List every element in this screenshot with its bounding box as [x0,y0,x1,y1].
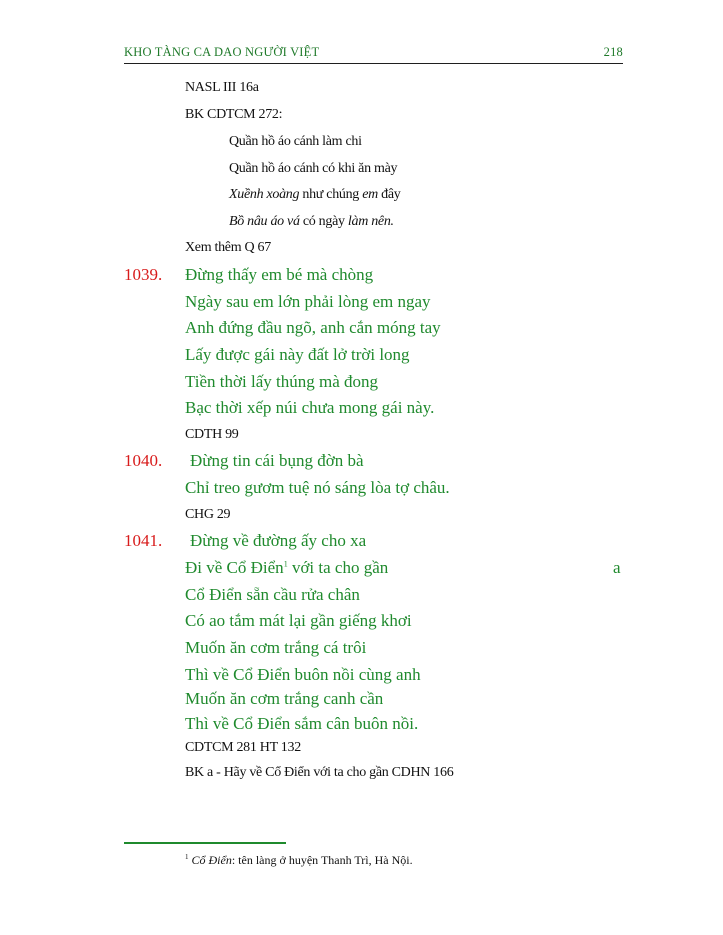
verse-line: Có ao tắm mát lại gần giếng khơi [185,611,412,630]
verse-line: Muốn ăn cơm trắng canh cần [185,689,384,708]
header-divider [124,63,623,64]
emphasis-text: em [362,187,378,202]
entry-number: 1041. [124,531,163,550]
verse-line: Thì về Cổ Điển sắm cân buôn nồi. [185,714,419,733]
footnote-divider [124,842,286,844]
verse-line: Anh đứng đầu ngõ, anh cắn móng tay [185,318,441,337]
quoted-verse-line: Xuềnh xoàng như chúng em đây [229,187,401,202]
footnote-text: : tên làng ở huyện Thanh Trì, Hà Nội. [231,853,413,867]
verse-line: Đừng tin cái bụng đờn bà [190,451,364,470]
page-number: 218 [603,45,623,59]
cross-reference: Xem thêm Q 67 [185,240,271,255]
book-title: KHO TÀNG CA DAO NGƯỜI VIỆT [124,45,320,59]
footnote-reference: 1 [283,559,288,569]
verse-line: Tiền thời lấy thúng mà đong [185,372,379,391]
verse-line: Đi về Cổ Điển$^1$ với ta cho gần [185,558,389,577]
quoted-verse-line: Bồ nâu áo vá có ngày làm nên. [229,214,394,229]
quoted-verse-line: Quần hồ áo cánh có khi ăn mày [229,161,398,176]
verse-line: Cổ Điển sẵn cầu rửa chân [185,585,360,604]
footnote [185,853,413,868]
source-note: NASL III 16a [185,80,259,95]
verse-line: Lấy được gái này đất lở trời long [185,345,410,364]
verse-line: Đừng thấy em bé mà chòng [185,265,374,284]
source-note: CHG 29 [185,507,231,522]
entry-number: 1040. [124,451,163,470]
emphasis-text: làm nên. [347,214,394,229]
verse-line: Thì về Cổ Điển buôn nồi cùng anh [185,665,421,684]
footnote-marker: 1 [185,853,189,861]
emphasis-text: Xuềnh xoàng [229,187,300,202]
variant-marker: a [613,558,621,577]
source-note: CDTCM 281 HT 132 [185,740,301,755]
emphasis-text: Bồ nâu áo vá [229,214,300,229]
source-note: CDTH 99 [185,427,239,442]
verse-line: Ngày sau em lớn phải lòng em ngay [185,292,431,311]
source-note: BK CDTCM 272: [185,107,283,122]
footnote-term: Cổ Điển [191,853,232,867]
verse-line: Chỉ treo gươm tuệ nó sáng lòa tợ châu. [185,478,450,497]
source-note: BK a - Hãy về Cổ Điển với ta cho gần CDHN 166 [185,765,454,780]
verse-line: Muốn ăn cơm trắng cá trôi [185,638,367,657]
verse-line: Đừng về đường ấy cho xa [190,531,367,550]
entry-number: 1039. [124,265,163,284]
verse-line: Bạc thời xếp núi chưa mong gái này. [185,398,435,417]
quoted-verse-line: Quần hồ áo cánh làm chi [229,134,362,149]
